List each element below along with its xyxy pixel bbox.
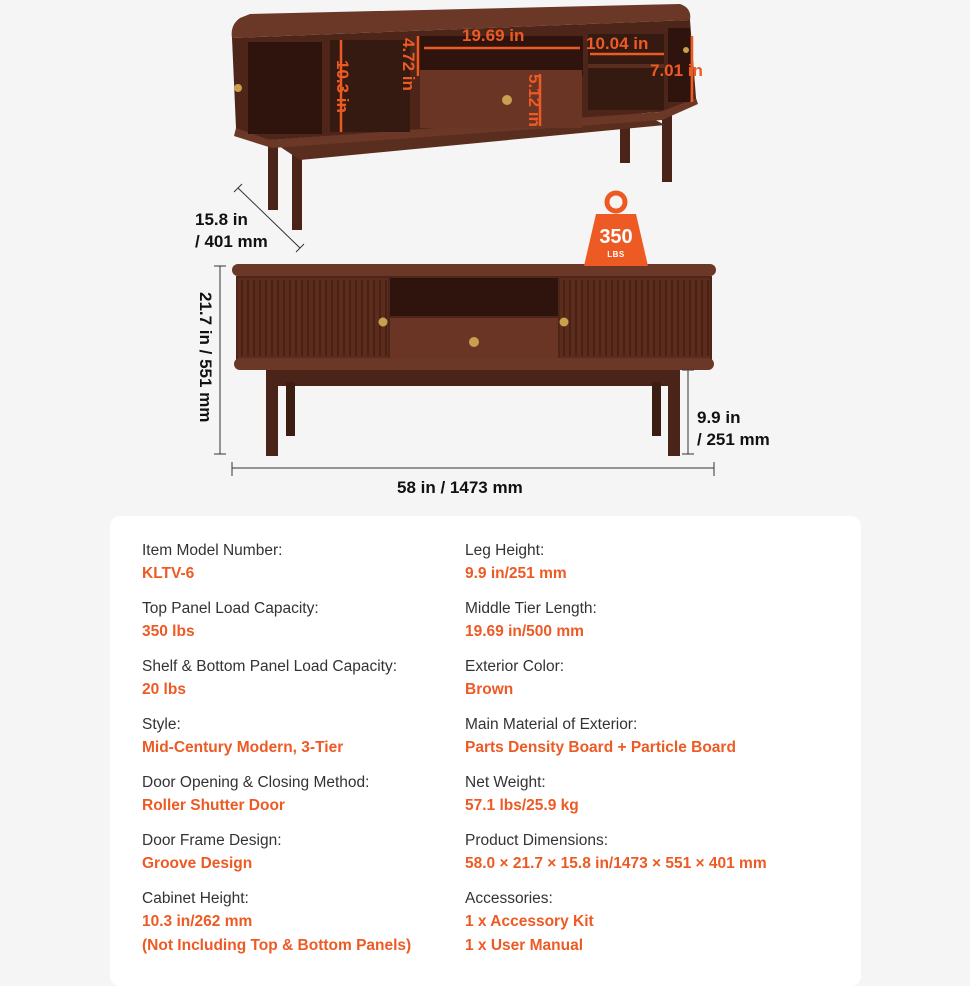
spec-material: [465, 714, 845, 760]
spec-value-note: (Not Including Top & Bottom Panels): [142, 937, 412, 954]
spec-label: Door Opening & Closing Method:: [142, 774, 370, 791]
spec-middle-tier: [465, 598, 845, 644]
spec-leg-height: [465, 540, 845, 586]
closed-cabinet-view: [214, 264, 716, 476]
spec-door-method: [142, 772, 472, 818]
spec-label: Cabinet Height:: [142, 890, 249, 907]
spec-card: [110, 516, 861, 986]
middle-tier-length-label: 19.69 in: [462, 26, 525, 45]
spec-value: Groove Design: [142, 855, 253, 872]
spec-value: 57.1 lbs/25.9 kg: [465, 797, 579, 814]
spec-label: Item Model Number:: [142, 542, 283, 559]
spec-label: Product Dimensions:: [465, 832, 609, 849]
spec-cabinet-height: [142, 888, 472, 958]
spec-shelf-load: [142, 656, 472, 702]
spec-model-number: [142, 540, 472, 586]
weight-badge-unit: LBS: [607, 250, 625, 259]
spec-value: 10.3 in/262 mm: [142, 913, 253, 930]
spec-label: Shelf & Bottom Panel Load Capacity:: [142, 658, 398, 675]
leg-height-label-mm: / 251 mm: [697, 430, 770, 449]
side-shelf-height-label: 7.01 in: [650, 61, 703, 80]
leg-height-label-inches: 9.9 in: [697, 408, 741, 427]
weight-badge-value: 350: [599, 226, 633, 248]
spec-label: Net Weight:: [465, 774, 546, 791]
spec-value-second: 1 x User Manual: [465, 937, 584, 954]
spec-value: 19.69 in/500 mm: [465, 623, 584, 640]
spec-label: Accessories:: [465, 890, 553, 907]
spec-value: KLTV-6: [142, 565, 195, 582]
side-width-label: 10.04 in: [586, 34, 649, 53]
spec-label: Door Frame Design:: [142, 832, 282, 849]
spec-value: 9.9 in/251 mm: [465, 565, 567, 582]
spec-value: 1 x Accessory Kit: [465, 913, 594, 930]
cabinet-height-label: 10.3 in: [333, 60, 352, 113]
depth-label-mm: / 401 mm: [195, 232, 268, 251]
spec-value: Roller Shutter Door: [142, 797, 285, 814]
spec-value: 350 lbs: [142, 623, 195, 640]
open-shelf-height-label: 4.72 in: [399, 38, 418, 91]
spec-style: [142, 714, 472, 760]
depth-label-inches: 15.8 in: [195, 210, 248, 229]
spec-label: Style:: [142, 716, 181, 733]
drawer-height-label: 5.12 in: [525, 74, 544, 127]
spec-label: Top Panel Load Capacity:: [142, 600, 319, 617]
spec-exterior-color: [465, 656, 845, 702]
total-height-label: 21.7 in / 551 mm: [196, 292, 215, 423]
spec-value: 58.0 × 21.7 × 15.8 in/1473 × 551 × 401 mm: [465, 855, 767, 872]
spec-value: Parts Density Board + Particle Board: [465, 739, 736, 756]
spec-label: Middle Tier Length:: [465, 600, 597, 617]
spec-value: 20 lbs: [142, 681, 186, 698]
spec-product-dimensions: [465, 830, 845, 876]
spec-value: Brown: [465, 681, 514, 698]
spec-label: Exterior Color:: [465, 658, 565, 675]
spec-net-weight: [465, 772, 845, 818]
spec-label: Leg Height:: [465, 542, 545, 559]
spec-top-load: [142, 598, 472, 644]
width-label: 58 in / 1473 mm: [397, 478, 523, 497]
spec-value: Mid-Century Modern, 3-Tier: [142, 739, 344, 756]
spec-accessories: [465, 888, 845, 958]
spec-door-frame: [142, 830, 472, 876]
spec-label: Main Material of Exterior:: [465, 716, 638, 733]
